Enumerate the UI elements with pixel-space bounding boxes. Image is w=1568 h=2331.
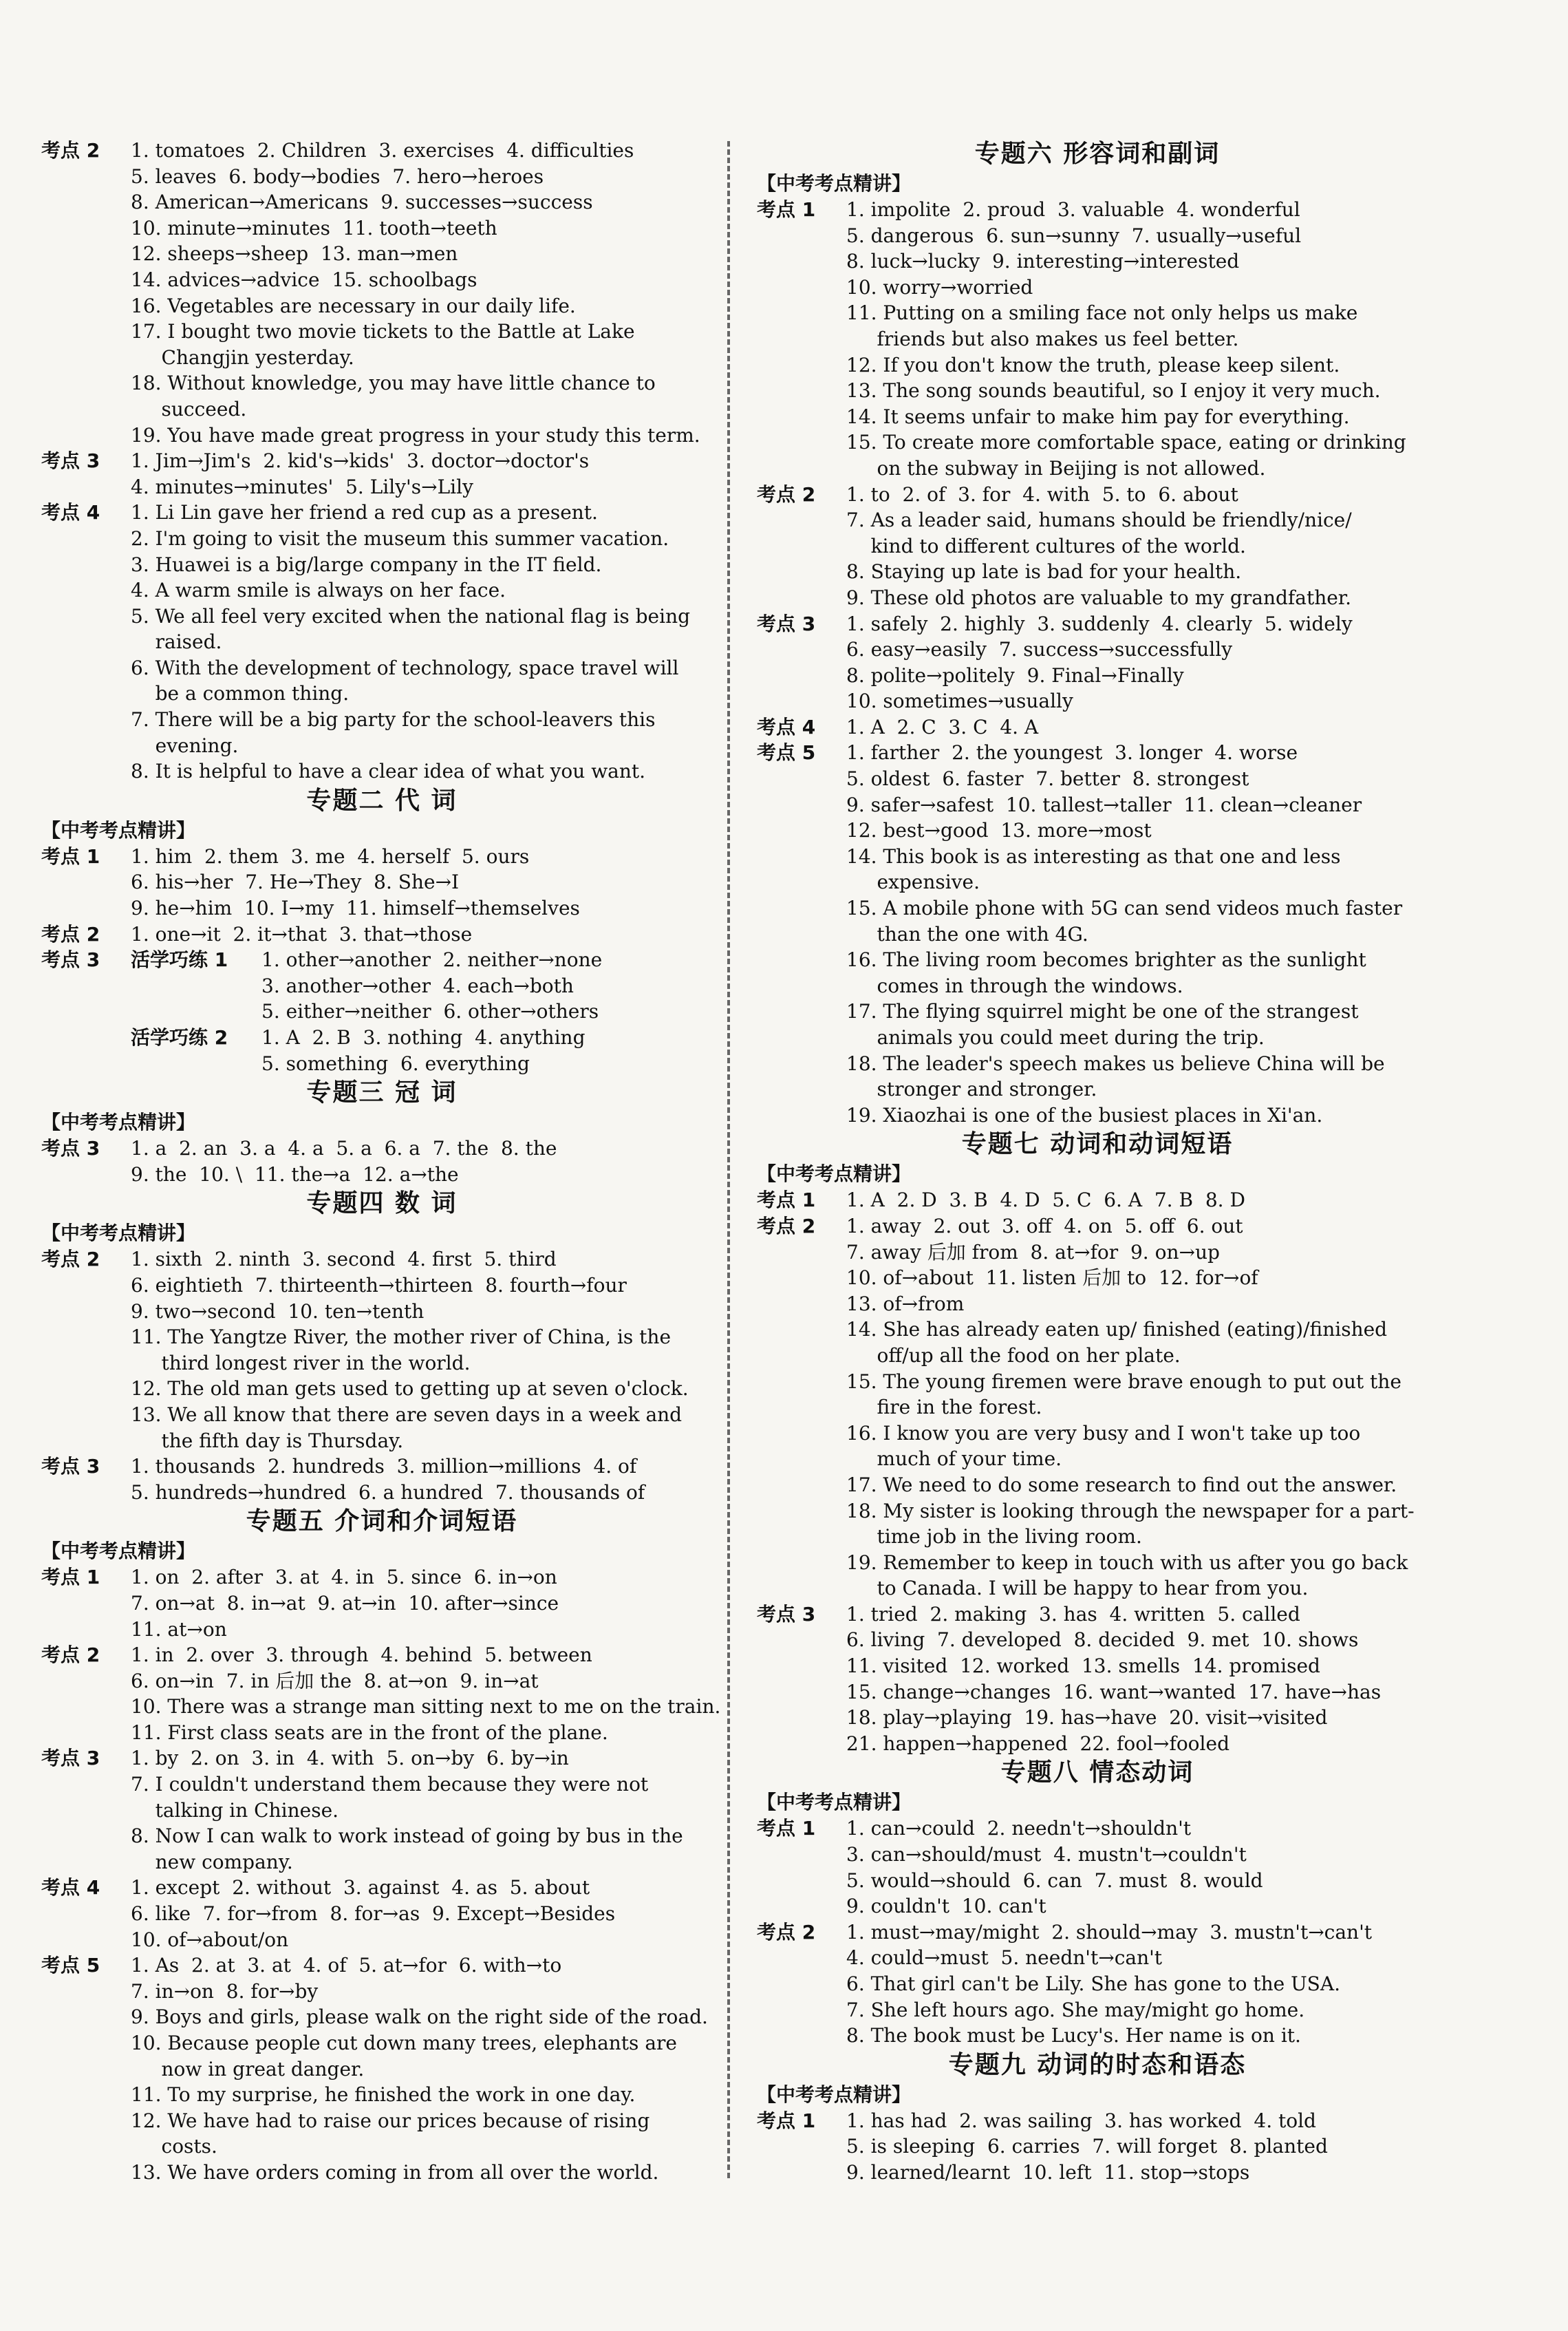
kaodian-row	[41, 1745, 722, 1875]
answer-line: 5. oldest 6. faster 7. better 8. strongest	[846, 767, 1249, 791]
answer-line: 16. The living room becomes brighter as the sunlight	[846, 948, 1366, 972]
answer-line: 1. one→it 2. it→that 3. that→those	[131, 922, 473, 946]
answer-line: 13. We all know that there are seven days in a week and	[131, 1403, 683, 1426]
answer-line: 17. We need to do some research to find out the answer.	[846, 1473, 1397, 1496]
answer-line: 14. It seems unfair to make him pay for everything.	[846, 405, 1350, 428]
kaodian-answers	[131, 947, 722, 1076]
kaodian-label: 考点 5	[41, 1954, 100, 1977]
kaodian-row	[41, 844, 722, 922]
answer-line: third longest river in the world.	[131, 1351, 471, 1374]
answer-line: 6. on→in 7. in 后加 the 8. at→on 9. in→at	[131, 1669, 539, 1692]
answer-line: much of your time.	[846, 1447, 1062, 1471]
practice-group	[131, 947, 722, 1025]
answer-line: 12. best→good 13. more→most	[846, 819, 1152, 842]
kaodian-row	[41, 500, 722, 785]
answer-line: 1. him 2. them 3. me 4. herself 5. ours	[131, 844, 530, 868]
kaodian-answers	[131, 500, 722, 785]
kaodian-label: 考点 2	[41, 922, 100, 946]
section-title: 专题九 动词的时态和语态	[948, 2050, 1247, 2079]
kaodian-row	[757, 197, 1438, 482]
answer-line: 14. She has already eaten up/ finished (eating)/finished	[846, 1318, 1388, 1341]
answer-line: 11. Putting on a smiling face not only helps us make	[846, 301, 1358, 325]
answer-line: 12. If you don't know the truth, please keep silent.	[846, 353, 1340, 376]
kaodian-row	[757, 1816, 1438, 1919]
answer-line: 10. of→about/on	[131, 1928, 289, 1951]
answer-line: Changjin yesterday.	[131, 345, 354, 369]
section-title: 专题八 情态动词	[1000, 1758, 1194, 1787]
kaodian-row	[41, 138, 722, 448]
section-header: 【中考考点精讲】	[41, 1222, 196, 1245]
answer-line: 17. The flying squirrel might be one of the strangest	[846, 1000, 1359, 1023]
answer-line: 1. other→another 2. neither→none	[261, 948, 603, 972]
answer-line: 7. There will be a big party for the school-leavers this	[131, 708, 656, 732]
right-column	[757, 138, 1438, 2186]
answer-line: 6. That girl can't be Lily. She has gone to the USA.	[846, 1972, 1340, 1995]
kaodian-label: 考点 1	[757, 198, 816, 221]
answer-line: 1. A 2. C 3. C 4. A	[846, 715, 1039, 738]
answer-line: 12. The old man gets used to getting up at seven o'clock.	[131, 1377, 689, 1401]
answer-line: 13. We have orders coming in from all over the world.	[131, 2160, 659, 2184]
section-header: 【中考考点精讲】	[41, 818, 196, 842]
answer-line: costs.	[131, 2135, 217, 2158]
answer-line: 6. living 7. developed 8. decided 9. met 10. shows	[846, 1628, 1359, 1652]
kaodian-answers	[131, 1246, 722, 1454]
section-header: 【中考考点精讲】	[757, 1791, 912, 1814]
answer-line: 2. I'm going to visit the museum this summer vacation.	[131, 526, 669, 550]
answer-line: 1. away 2. out 3. off 4. on 5. off 6. out	[846, 1214, 1243, 1237]
kaodian-answers	[131, 1745, 722, 1875]
section-block	[757, 139, 1438, 1128]
answer-line: 11. visited 12. worked 13. smells 14. promised	[846, 1654, 1320, 1678]
kaodian-answers	[131, 922, 722, 948]
answer-line: 11. at→on	[131, 1617, 227, 1641]
kaodian-row	[757, 1601, 1438, 1757]
answer-line: 19. You have made great progress in your study this term.	[131, 423, 700, 447]
answer-line: 1. Li Lin gave her friend a red cup as a present.	[131, 501, 598, 524]
section-block	[41, 786, 722, 1076]
answer-line: 1. on 2. after 3. at 4. in 5. since 6. in→on	[131, 1566, 557, 1589]
kaodian-answers	[131, 1136, 722, 1187]
kaodian-answers	[131, 138, 722, 448]
answer-line: 3. Huawei is a big/large company in the IT field.	[131, 553, 602, 576]
kaodian-label: 考点 2	[41, 1643, 100, 1667]
answer-line: 11. The Yangtze River, the mother river of China, is the	[131, 1326, 672, 1349]
answer-line: 5. either→neither 6. other→others	[261, 1000, 599, 1023]
kaodian-row	[757, 1919, 1438, 2049]
answer-line: 4. A warm smile is always on her face.	[131, 579, 506, 602]
section-block	[41, 138, 722, 785]
answer-line: 1. has had 2. was sailing 3. has worked 4. told	[846, 2109, 1316, 2132]
kaodian-label: 考点 2	[41, 139, 100, 162]
answer-line: succeed.	[131, 397, 247, 421]
answer-line: 5. hundreds→hundred 6. a hundred 7. thousands of	[131, 1480, 645, 1504]
kaodian-label: 考点 3	[757, 612, 816, 635]
answer-line: 12. sheeps→sheep 13. man→men	[131, 242, 458, 266]
answer-line: 12. We have had to raise our prices because of rising	[131, 2109, 650, 2132]
kaodian-label: 考点 4	[41, 1876, 100, 1899]
answer-line: 5. something 6. everything	[261, 1052, 530, 1075]
kaodian-row	[757, 740, 1438, 1128]
kaodian-label: 考点 2	[41, 1248, 100, 1271]
kaodian-answers	[846, 1187, 1438, 1213]
kaodian-answers	[846, 197, 1438, 482]
section-title: 专题四 数 词	[306, 1189, 458, 1218]
answer-line: 16. Vegetables are necessary in our daily life.	[131, 294, 576, 317]
answer-line: 10. Because people cut down many trees, elephants are	[131, 2032, 677, 2054]
kaodian-row	[41, 922, 722, 948]
answer-line: 18. The leader's speech makes us believe China will be	[846, 1052, 1385, 1075]
answer-line: 7. As a leader said, humans should be friendly/nice/	[846, 509, 1352, 532]
answer-line: 18. play→playing 19. has→have 20. visit→visited	[846, 1706, 1328, 1729]
kaodian-label: 考点 2	[757, 482, 816, 506]
answer-line: 9. couldn't 10. can't	[846, 1895, 1046, 1918]
kaodian-label: 考点 1	[41, 1566, 100, 1589]
answer-line: 10. minute→minutes 11. tooth→teeth	[131, 216, 497, 240]
answer-line: 5. dangerous 6. sun→sunny 7. usually→useful	[846, 224, 1302, 247]
kaodian-row	[41, 1136, 722, 1187]
answer-line: 1. can→could 2. needn't→shouldn't	[846, 1817, 1192, 1840]
answer-line: stronger and stronger.	[846, 1078, 1097, 1101]
kaodian-label: 考点 1	[757, 1817, 816, 1840]
answer-line: 9. two→second 10. ten→tenth	[131, 1299, 425, 1323]
kaodian-row	[757, 714, 1438, 741]
section-title: 专题六 形容词和副词	[974, 140, 1221, 168]
section-header: 【中考考点精讲】	[41, 1111, 196, 1134]
answer-line: 5. is sleeping 6. carries 7. will forget 8. planted	[846, 2135, 1328, 2158]
section-title: 专题二 代 词	[306, 786, 458, 815]
section-title: 专题五 介词和介词短语	[246, 1507, 518, 1536]
kaodian-row	[757, 1187, 1438, 1213]
kaodian-label: 考点 3	[41, 1137, 100, 1160]
answer-line: fire in the forest.	[846, 1396, 1042, 1419]
kaodian-answers	[846, 1919, 1438, 2049]
answer-line: 1. except 2. without 3. against 4. as 5. about	[131, 1876, 590, 1899]
answer-line: 1. must→may/might 2. should→may 3. mustn't→can't	[846, 1920, 1373, 1944]
answer-line: 8. luck→lucky 9. interesting→interested	[846, 250, 1240, 273]
answer-line: time job in the living room.	[846, 1525, 1142, 1548]
answer-line: 1. thousands 2. hundreds 3. million→millions 4. of	[131, 1455, 637, 1478]
answer-line: 6. With the development of technology, space travel will	[131, 656, 679, 679]
section-block	[41, 1078, 722, 1187]
answer-line: 14. advices→advice 15. schoolbags	[131, 268, 477, 291]
practice-label: 活学巧练 1	[131, 948, 228, 972]
answer-line: 19. Remember to keep in touch with us after you go back	[846, 1551, 1408, 1574]
section-block	[41, 1189, 722, 1505]
answer-line: 16. I know you are very busy and I won't take up too	[846, 1421, 1361, 1445]
answer-line: 8. polite→politely 9. Final→Finally	[846, 663, 1184, 687]
kaodian-row	[41, 1246, 722, 1454]
answer-line: 7. I couldn't understand them because they were not	[131, 1773, 649, 1796]
answer-line: 6. eightieth 7. thirteenth→thirteen 8. fourth→four	[131, 1273, 627, 1297]
answer-line: 1. a 2. an 3. a 4. a 5. a 6. a 7. the 8. the	[131, 1137, 557, 1160]
answer-line: 3. another→other 4. each→both	[261, 974, 574, 997]
answer-line: 13. of→from	[846, 1292, 965, 1315]
kaodian-answers	[131, 1454, 722, 1505]
kaodian-row	[41, 1952, 722, 2185]
section-header: 【中考考点精讲】	[757, 1162, 912, 1186]
answer-line: 1. impolite 2. proud 3. valuable 4. wonderful	[846, 198, 1300, 221]
section-block	[757, 1129, 1438, 1756]
answer-line: friends but also makes us feel better.	[846, 327, 1239, 350]
answer-line: on the subway in Beijing is not allowed.	[846, 456, 1266, 480]
section-block	[41, 1507, 722, 2185]
kaodian-label: 考点 2	[757, 1920, 816, 1944]
answer-line: 18. Without knowledge, you may have little chance to	[131, 372, 656, 395]
kaodian-answers	[846, 1816, 1438, 1919]
section-title: 专题七 动词和动词短语	[961, 1130, 1234, 1159]
answer-line: 9. safer→safest 10. tallest→taller 11. clean→cleaner	[846, 793, 1362, 816]
answer-line: 13. The song sounds beautiful, so I enjoy it very much.	[846, 379, 1381, 403]
kaodian-label: 考点 3	[41, 948, 100, 972]
kaodian-answers	[846, 740, 1438, 1128]
kaodian-row	[757, 1213, 1438, 1601]
kaodian-row	[41, 448, 722, 500]
answer-line: new company.	[131, 1850, 293, 1873]
answer-line: evening.	[131, 734, 239, 757]
answer-line: 4. minutes→minutes' 5. Lily's→Lily	[131, 475, 473, 498]
kaodian-label: 考点 1	[757, 2109, 816, 2132]
kaodian-label: 考点 2	[757, 1214, 816, 1237]
answer-line: 1. to 2. of 3. for 4. with 5. to 6. about	[846, 482, 1238, 506]
section-header: 【中考考点精讲】	[757, 172, 912, 195]
kaodian-answers	[131, 1952, 722, 2185]
answer-line: 8. Staying up late is bad for your health.	[846, 560, 1242, 584]
answer-line: 10. There was a strange man sitting next to me on the train.	[131, 1695, 721, 1718]
practice-group	[131, 1025, 722, 1076]
kaodian-label: 考点 3	[41, 449, 100, 473]
kaodian-answers	[131, 1875, 722, 1952]
answer-line: 1. A 2. D 3. B 4. D 5. C 6. A 7. B 8. D	[846, 1189, 1245, 1212]
answer-line: talking in Chinese.	[131, 1798, 339, 1822]
answer-line: 7. away 后加 from 8. at→for 9. on→up	[846, 1240, 1220, 1264]
answer-line: now in great danger.	[131, 2057, 365, 2080]
practice-label: 活学巧练 2	[131, 1026, 228, 1049]
kaodian-label: 考点 5	[757, 741, 816, 765]
answer-line: 3. can→should/must 4. mustn't→couldn't	[846, 1843, 1247, 1866]
answer-line: 1. tomatoes 2. Children 3. exercises 4. difficulties	[131, 139, 634, 162]
section-header: 【中考考点精讲】	[757, 2083, 912, 2106]
kaodian-answers	[846, 714, 1438, 741]
section-header: 【中考考点精讲】	[41, 1540, 196, 1563]
kaodian-answers	[846, 2108, 1438, 2186]
kaodian-answers	[846, 482, 1438, 611]
kaodian-row	[41, 1564, 722, 1642]
answer-line: 1. A 2. B 3. nothing 4. anything	[261, 1026, 586, 1049]
answer-line: 5. would→should 6. can 7. must 8. would	[846, 1869, 1263, 1892]
answer-line: 10. sometimes→usually	[846, 690, 1073, 713]
answer-line: 9. he→him 10. I→my 11. himself→themselves	[131, 897, 580, 920]
answer-line: 5. We all feel very excited when the national flag is being	[131, 604, 691, 628]
answer-line: 9. the 10. \ 11. the→a 12. a→the	[131, 1162, 459, 1186]
kaodian-answers	[131, 1564, 722, 1642]
answer-line: 14. This book is as interesting as that one and less	[846, 844, 1341, 868]
answer-line: 6. his→her 7. He→They 8. She→I	[131, 871, 460, 894]
kaodian-row	[41, 1642, 722, 1745]
kaodian-answers	[846, 1601, 1438, 1757]
answer-line: 11. To my surprise, he finished the work in one day.	[131, 2083, 636, 2107]
kaodian-label: 考点 3	[41, 1747, 100, 1770]
answer-line: 6. easy→easily 7. success→successfully	[846, 638, 1233, 661]
answer-line: expensive.	[846, 871, 980, 894]
answer-line: 7. on→at 8. in→at 9. at→in 10. after→since	[131, 1591, 559, 1615]
answer-line: 1. in 2. over 3. through 4. behind 5. between	[131, 1643, 592, 1667]
answer-line: 9. learned/learnt 10. left 11. stop→stops	[846, 2160, 1250, 2184]
answer-line: 15. A mobile phone with 5G can send videos much faster	[846, 897, 1403, 920]
kaodian-row	[757, 611, 1438, 714]
kaodian-answers	[846, 1213, 1438, 1601]
answer-line: 19. Xiaozhai is one of the busiest places in Xi'an.	[846, 1103, 1323, 1127]
answer-line: 11. First class seats are in the front of the plane.	[131, 1721, 608, 1744]
kaodian-label: 考点 1	[41, 844, 100, 868]
answer-line: 8. It is helpful to have a clear idea of what you want.	[131, 760, 646, 783]
column-divider	[727, 141, 730, 2178]
kaodian-row	[41, 1454, 722, 1505]
kaodian-answers	[846, 611, 1438, 714]
answer-line: to Canada. I will be happy to hear from you.	[846, 1577, 1309, 1600]
answer-line: the fifth day is Thursday.	[131, 1429, 404, 1452]
answer-line: 15. The young firemen were brave enough to put out the	[846, 1370, 1401, 1393]
answer-line: raised.	[131, 630, 222, 654]
answer-line: 7. She left hours ago. She may/might go home.	[846, 1998, 1305, 2021]
kaodian-row	[41, 1875, 722, 1952]
answer-line: 15. change→changes 16. want→wanted 17. have→has	[846, 1680, 1382, 1703]
answer-line: 9. Boys and girls, please walk on the right side of the road.	[131, 2005, 708, 2029]
kaodian-answers	[131, 1642, 722, 1745]
answer-line: 1. tried 2. making 3. has 4. written 5. called	[846, 1602, 1300, 1626]
answer-line: than the one with 4G.	[846, 922, 1088, 946]
practice-answers	[261, 947, 722, 1025]
answer-line: 15. To create more comfortable space, eating or drinking	[846, 431, 1406, 454]
kaodian-answers	[131, 448, 722, 500]
answer-line: 17. I bought two movie tickets to the Battle at Lake	[131, 320, 635, 343]
kaodian-label: 考点 4	[757, 715, 816, 738]
answer-line: 18. My sister is looking through the newspaper for a part-	[846, 1499, 1415, 1522]
answer-line: 1. safely 2. highly 3. suddenly 4. clearly 5. widely	[846, 612, 1353, 635]
answer-line: 4. could→must 5. needn't→can't	[846, 1946, 1163, 1970]
answer-line: 7. in→on 8. for→by	[131, 1979, 319, 2003]
practice-answers	[261, 1025, 722, 1076]
answer-line: be a common thing.	[131, 682, 350, 705]
answer-line: 1. by 2. on 3. in 4. with 5. on→by 6. by→in	[131, 1747, 569, 1770]
answer-line: 1. farther 2. the youngest 3. longer 4. worse	[846, 741, 1298, 765]
kaodian-label: 考点 3	[757, 1602, 816, 1626]
kaodian-row	[41, 947, 722, 1076]
kaodian-label: 考点 1	[757, 1189, 816, 1212]
answer-line: 10. worry→worried	[846, 275, 1033, 299]
answer-line: 6. like 7. for→from 8. for→as 9. Except→Besides	[131, 1902, 616, 1926]
answer-line: 9. These old photos are valuable to my grandfather.	[846, 586, 1352, 609]
kaodian-label: 考点 3	[41, 1455, 100, 1478]
answer-line: 5. leaves 6. body→bodies 7. hero→heroes	[131, 164, 544, 188]
answer-line: animals you could meet during the trip.	[846, 1026, 1265, 1049]
answer-line: 8. The book must be Lucy's. Her name is on it.	[846, 2024, 1301, 2047]
left-column	[41, 138, 722, 2186]
answer-line: 1. Jim→Jim's 2. kid's→kids' 3. doctor→doctor's	[131, 449, 590, 473]
answer-line: 8. Now I can walk to work instead of going by bus in the	[131, 1824, 683, 1848]
answer-line: off/up all the food on her plate.	[846, 1343, 1181, 1367]
answer-line: kind to different cultures of the world.	[846, 534, 1246, 557]
answer-line: 21. happen→happened 22. fool→fooled	[846, 1732, 1229, 1755]
kaodian-row	[757, 482, 1438, 611]
kaodian-answers	[131, 844, 722, 922]
answer-line: comes in through the windows.	[846, 974, 1183, 997]
kaodian-label: 考点 4	[41, 501, 100, 524]
answer-line: 1. sixth 2. ninth 3. second 4. first 5. third	[131, 1248, 557, 1271]
section-block	[757, 1758, 1438, 2048]
kaodian-row	[757, 2108, 1438, 2186]
section-block	[757, 2050, 1438, 2186]
answer-line: 10. of→about 11. listen 后加 to 12. for→of	[846, 1266, 1258, 1290]
answer-line: 1. As 2. at 3. at 4. of 5. at→for 6. with→to	[131, 1954, 562, 1977]
section-title: 专题三 冠 词	[306, 1078, 458, 1107]
answer-line: 8. American→Americans 9. successes→success	[131, 191, 593, 214]
